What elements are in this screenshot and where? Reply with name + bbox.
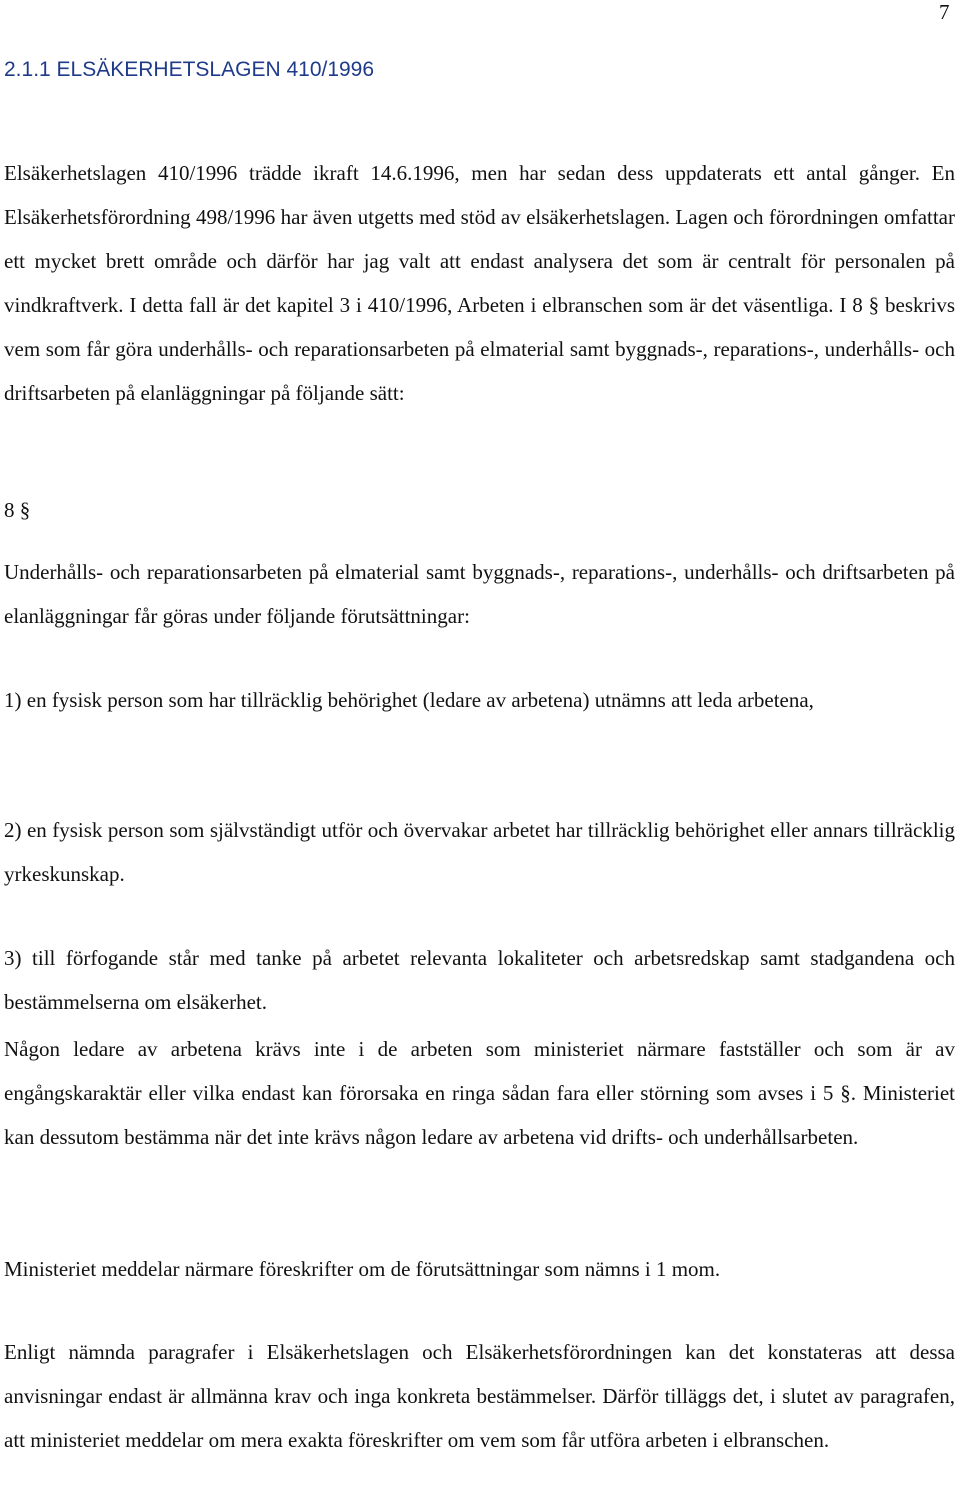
conclusion-paragraph: Enligt nämnda paragrafer i Elsäkerhetslagen och Elsäkerhetsförordningen kan det konstateras att dessa anvisningar endast är allmänna krav och inga konkreta bestämmelser. Därför tilläggs det, i slutet av paragrafen, att ministeriet meddelar om mera exakta föreskrifter om vem som får utföra arbeten i elbranschen. xyxy=(4,1340,955,1452)
intro-paragraph: Elsäkerhetslagen 410/1996 trädde ikraft 14.6.1996, men har sedan dess uppdaterats ett antal gånger. En Elsäkerhetsförordning 498/1996 har även utgetts med stöd av elsäkerhetslagen. Lagen och förordningen omfattar ett mycket brett område och därför har jag valt att endast analysera det som är centralt för personalen på vindkraftverk. I detta fall är det kapitel 3 i 410/1996, Arbeten i elbranschen som är det väsentliga. I 8 § beskrivs vem som får göra underhålls- och reparationsarbeten på elmaterial samt byggnads-, reparations-, underhålls- och driftsarbeten på elanläggningar på följande sätt: xyxy=(4,161,955,405)
page-number: 7 xyxy=(939,0,950,24)
section-heading: 2.1.1 ELSÄKERHETSLAGEN 410/1996 xyxy=(4,58,375,81)
list-item-1: 1) en fysisk person som har tillräcklig behörighet (ledare av arbetena) utnämns att leda arbetena, xyxy=(4,688,814,712)
ministry-paragraph: Ministeriet meddelar närmare föreskrifter om de förutsättningar som nämns i 1 mom. xyxy=(4,1257,721,1281)
list-item-2: 2) en fysisk person som självständigt utför och övervakar arbetet har tillräcklig behörighet eller annars tillräcklig yrkeskunskap. xyxy=(4,818,955,886)
list-item-3: 3) till förfogande står med tanke på arbetet relevanta lokaliteter och arbetsredskap samt stadgandena och bestämmelserna om elsäkerhet. xyxy=(4,946,955,1014)
exceptions-paragraph: Någon ledare av arbetena krävs inte i de arbeten som ministeriet närmare fastställer och som är av engångskaraktär eller vilka endast kan förorsaka en ringa sådan fara eller störning som avses i 5 §. Ministeriet kan dessutom bestämma när det inte krävs någon ledare av arbetena vid drifts- och underhållsarbeten. xyxy=(4,1037,955,1149)
section-mark: 8 § xyxy=(4,498,31,522)
law-text-paragraph: Underhålls- och reparationsarbeten på elmaterial samt byggnads-, reparations-, underhålls- och driftsarbeten på elanläggningar får göras under följande förutsättningar: xyxy=(4,560,955,628)
